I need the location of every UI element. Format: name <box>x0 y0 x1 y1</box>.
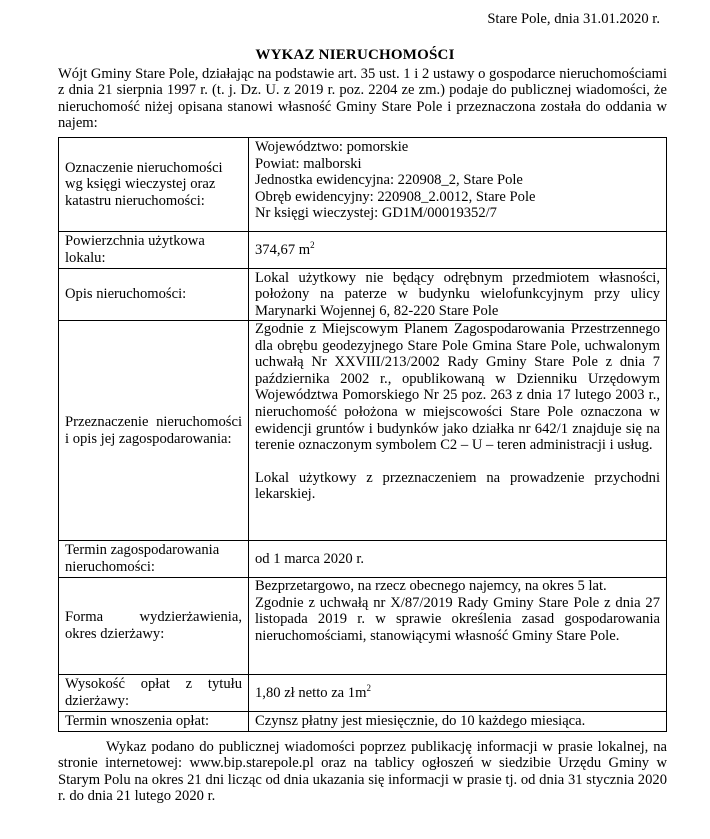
row-value-description: Lokal użytkowy nie będący odrębnym przedmiotem własności, położony na paterze w budynku wielofunkcyjnym przy ulicy Marynarki Wojennej 6, 82-220 Stare Pole <box>249 269 667 321</box>
table-row-designation <box>59 138 667 232</box>
precinct-line: Obręb ewidencyjny: 220908_2.0012, Stare Pole <box>255 188 536 205</box>
row-value-area <box>249 232 667 269</box>
row-value-designation <box>249 138 667 232</box>
fee-value: 1,80 zł netto za 1m <box>255 684 367 701</box>
table-row-area <box>59 232 667 269</box>
area-value: 374,67 m <box>255 241 311 258</box>
row-label-development-date: Termin zagospodarowania nieruchomości: <box>59 541 249 578</box>
fee-unit-exponent: 2 <box>366 682 371 693</box>
table-row-lease-form <box>59 578 667 675</box>
row-label-area: Powierzchnia użytkowa lokalu: <box>59 232 249 269</box>
row-label-fees: Wysokość opłat z tytułu dzierżawy: <box>59 675 249 712</box>
lease-form-text: Bezprzetargowo, na rzecz obecnego najemcy, na okres 5 lat. <box>255 578 607 594</box>
row-value-development-date: od 1 marca 2020 r. <box>249 541 667 578</box>
closing-paragraph: Wykaz podano do publicznej wiadomości poprzez publikację informacji w prasie lokalnej, na stronie internetowej: www.bip.starepole.pl oraz na tablicy ogłoszeń w siedzibie Urzędu Gminy w Starym Polu na okres 21 dni licząc od dnia ukazania się informacji w prasie tj. od dnia 31 stycznia 2020 r. do dnia 21 lutego 2020 r. <box>58 739 667 805</box>
row-label-description: Opis nieruchomości: <box>59 269 249 321</box>
document-title: WYKAZ NIERUCHOMOŚCI <box>255 47 455 63</box>
row-value-purpose <box>249 321 667 541</box>
county-line: Powiat: malborski <box>255 155 362 172</box>
table-row-description <box>59 269 667 321</box>
row-label-designation: Oznaczenie nieruchomości wg księgi wieczystej oraz katastru nieruchomości: <box>59 138 249 232</box>
row-value-lease-form <box>249 578 667 675</box>
registration-unit-line: Jednostka ewidencyjna: 220908_2, Stare Pole <box>255 172 523 189</box>
row-label-purpose: Przeznaczenie nieruchomości i opis jej zagospodarowania: <box>59 321 249 541</box>
table-row-purpose <box>59 321 667 541</box>
table-row-payment-date <box>59 712 667 732</box>
row-label-lease-form: Forma wydzierżawienia, okres dzierżawy: <box>59 578 249 675</box>
land-register-line: Nr księgi wieczystej: GD1M/00019352/7 <box>255 205 497 222</box>
table-row-development-date <box>59 541 667 578</box>
row-value-payment-date: Czynsz płatny jest miesięcznie, do 10 każdego miesiąca. <box>249 712 667 732</box>
property-table <box>58 137 667 732</box>
table-row-fees <box>59 675 667 712</box>
intro-paragraph: Wójt Gminy Stare Pole, działając na podstawie art. 35 ust. 1 i 2 ustawy o gospodarce nieruchomościami z dnia 21 sierpnia 1997 r. (t. j. Dz. U. z 2019 r. poz. 2204 ze zm.) podaje do publicznej wiadomości, że nieruchomość niżej opisana stanowi własność Gminy Stare Pole i przeznaczona została do oddania w najem: <box>58 66 667 132</box>
purpose-text: Zgodnie z Miejscowym Planem Zagospodarowania Przestrzennego dla obrębu geodezyjnego Stare Pole Gmina Stare Pole, uchwalonym uchwałą Nr XXVIII/213/2002 Rady Gminy Stare Pole z dnia 7 października 2002 r., opublikowaną w Dzienniku Urzędowym Województwa Pomorskiego Nr 25 poz. 263 z dnia 17 lutego 2003 r., nieruchomość położona w miejscowości Stare Pole oznaczona w ewidencji gruntów i budynków jako działka nr 642/1 znajduje się na terenie oznaczonym symbolem C2 – U – teren administracji i usług. <box>255 321 660 454</box>
row-value-fees <box>249 675 667 712</box>
lease-form-resolution: Zgodnie z uchwałą nr X/87/2019 Rady Gminy Stare Pole z dnia 27 listopada 2019 r. w sprawie określenia zasad gospodarowania nieruchomościami, stanowiącymi własność Gminy Stare Pole. <box>255 594 660 644</box>
row-label-payment-date: Termin wnoszenia opłat: <box>59 712 249 732</box>
purpose-spacer <box>255 454 660 470</box>
area-unit-exponent: 2 <box>310 239 315 250</box>
document-date: Stare Pole, dnia 31.01.2020 r. <box>487 11 660 27</box>
purpose-note: Lokal użytkowy z przeznaczeniem na prowadzenie przychodni lekarskiej. <box>255 469 660 503</box>
voivodeship-line: Województwo: pomorskie <box>255 139 409 155</box>
